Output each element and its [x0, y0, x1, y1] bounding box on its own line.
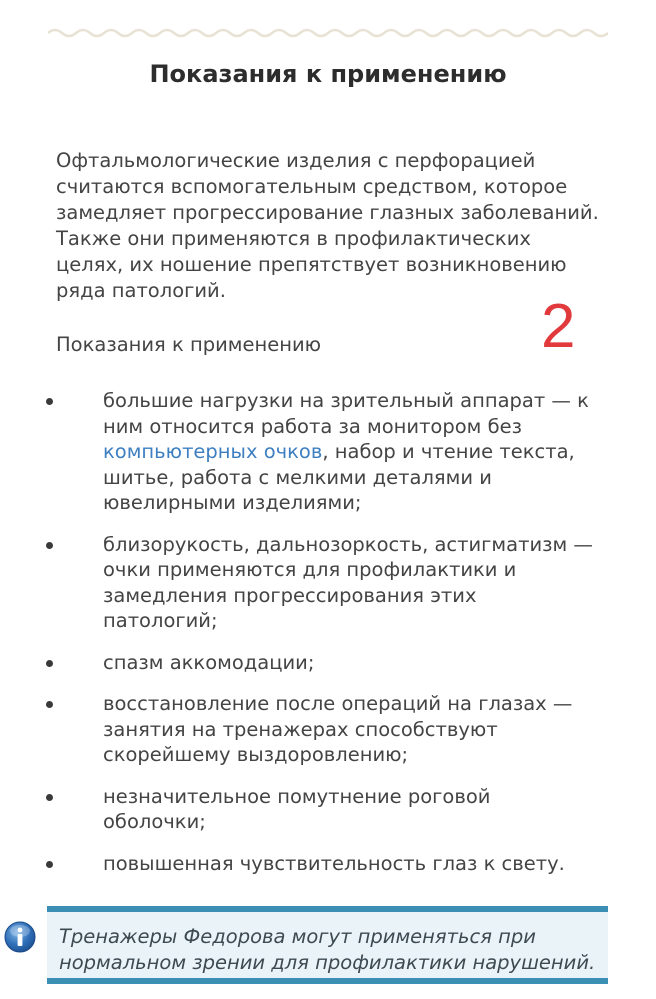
list-item — [0, 784, 656, 835]
list-item-text: большие нагрузки на зрительный аппарат — к ним относится работа за монитором без — [103, 389, 589, 438]
bullet-icon — [46, 542, 53, 549]
section-title: Показания к применению — [149, 60, 507, 88]
list-item — [0, 388, 656, 516]
info-note-text: Тренажеры Федорова могут применяться при нормальном зрении для профилактики нарушений. — [59, 925, 596, 974]
computer-glasses-link[interactable]: компьютерных очков — [103, 440, 323, 463]
intro-paragraph: Офтальмологические изделия с перфорацией считаются вспомогательным средством, которое замедляет прогрессирование глазных заболеваний. Также они применяются в профилактических целях, их ношение препятствует возникновению ряда патологий. — [56, 149, 599, 302]
list-item-text: восстановление после операций на глазах — занятия на тренажерах способствуют скорейшему выздоровлению; — [103, 692, 573, 766]
list-item — [0, 691, 656, 768]
red-number-marker: 2 — [541, 292, 576, 361]
list-item — [0, 650, 656, 676]
bullet-icon — [46, 794, 53, 801]
bullet-icon — [46, 861, 53, 868]
bullet-icon — [46, 398, 53, 405]
wavy-divider — [48, 26, 608, 40]
indications-list — [0, 388, 656, 892]
list-item — [0, 532, 656, 634]
list-item-text: , набор и чтение текста, шитье, работа с мелкими деталями и ювелирными изделиями; — [103, 440, 575, 514]
info-icon — [4, 921, 36, 953]
indications-subheading: Показания к применению — [56, 333, 322, 356]
bullet-icon — [46, 660, 53, 667]
info-note-box — [47, 906, 608, 984]
list-item — [0, 851, 656, 877]
bullet-icon — [46, 701, 53, 708]
list-item-text: спазм аккомодации; — [103, 650, 315, 674]
list-item-text: близорукость, дальнозоркость, астигматизм — очки применяются для профилактики и замедления прогрессирования этих патологий; — [103, 532, 593, 632]
list-item-text: повышенная чувствительность глаз к свету. — [103, 851, 565, 875]
list-item-text: незначительное помутнение роговой оболочки; — [103, 784, 491, 833]
